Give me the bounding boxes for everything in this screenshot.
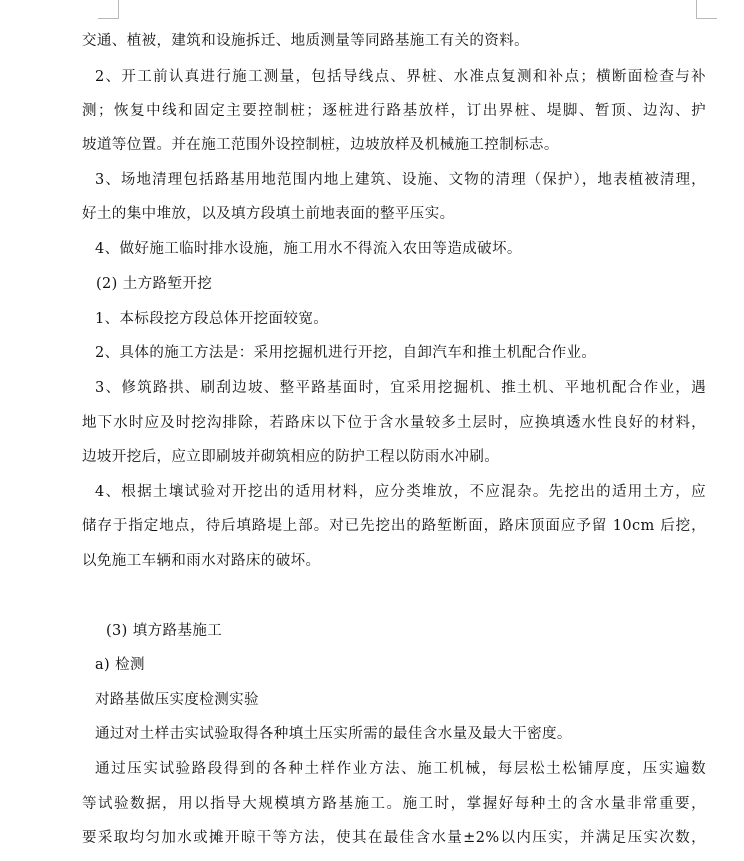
body-text-line: 2、具体的施工方法是：采用挖掘机进行开挖，自卸汽车和推土机配合作业。 [95,345,597,361]
body-text-line: 以免施工车辆和雨水对路床的破坏。 [82,553,321,569]
body-text-line: 测；恢复中线和固定主要控制桩；逐桩进行路基放样，订出界桩、堤脚、暂顶、边沟、护 [82,103,706,119]
section-heading: (2) 土方路堑开挖 [96,276,213,292]
body-text-line: 交通、植被，建筑和设施拆迁、地质测量等同路基施工有关的资料。 [82,33,529,49]
body-text-line: 要采取均匀加水或摊开晾干等方法，使其在最佳含水量±2%以内压实，并满足压实次数， [82,830,706,846]
body-text-line: 3、修筑路拱、刷刮边坡、整平路基面时，宜采用挖掘机、推土机、平地机配合作业，遇 [95,380,706,396]
subsection-heading: a) 检测 [95,657,145,673]
body-text-line: 好土的集中堆放，以及填方段填土前地表面的整平压实。 [82,206,455,222]
body-text-line: 对路基做压实度检测实验 [95,692,259,708]
page-corner-mark-right [696,0,717,19]
body-text-line: 储存于指定地点，待后填路堤上部。对已先挖出的路堑断面，路床顶面应予留 10cm 后挖， [82,518,706,534]
body-text-line: 地下水时应及时挖沟排除，若路床以下位于含水量较多土层时，应换填透水性良好的材料， [82,415,706,431]
body-text-line: 坡道等位置。并在施工范围外设控制桩，边坡放样及机械施工控制标志。 [82,137,559,153]
body-text-line: 通过压实试验路段得到的各种土样作业方法、施工机械，每层松土松铺厚度，压实遍数 [95,761,706,777]
body-text-line: 4、根据土壤试验对开挖出的适用材料，应分类堆放，不应混杂。先挖出的适用土方，应 [95,484,706,500]
body-text-line: 1、本标段挖方段总体开挖面较宽。 [95,311,329,327]
body-text-line: 等试验数据，用以指导大规模填方路基施工。施工时，掌握好每种土的含水量非常重要， [82,796,706,812]
body-text-line: 通过对土样击实试验取得各种填土压实所需的最佳含水量及最大干密度。 [95,726,572,742]
body-text-line: 边坡开挖后，应立即刷坡并砌筑相应的防护工程以防雨水冲刷。 [82,449,500,465]
section-heading: (3) 填方路基施工 [106,623,223,639]
body-text-line: 4、做好施工临时排水设施，施工用水不得流入农田等造成破坏。 [95,241,522,257]
body-text-line: 3、场地清理包括路基用地范围内地上建筑、设施、文物的清理（保护），地表植被清理， [95,172,706,188]
page-corner-mark-left [98,0,119,19]
body-text-line: 2、开工前认真进行施工测量，包括导线点、界桩、水准点复测和补点；横断面检查与补 [95,69,706,85]
